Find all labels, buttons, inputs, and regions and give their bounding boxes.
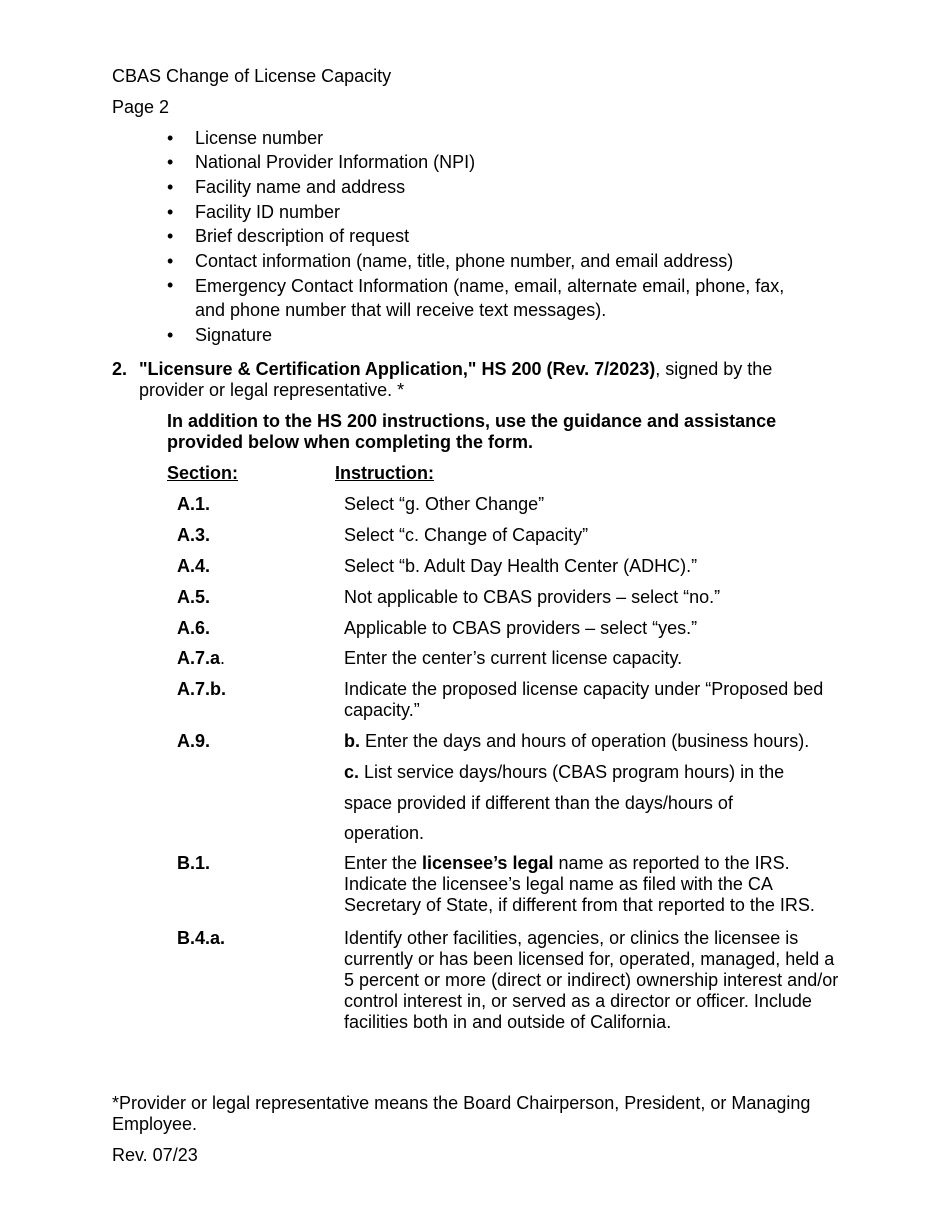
item-number: 2. [112, 359, 128, 379]
bullet-icon: • [167, 152, 174, 172]
instruction-text: space provided if different than the days/hours of [344, 793, 733, 813]
revision-label: Rev. 07/23 [112, 1145, 198, 1165]
instruction-text: Select “g. Other Change” [344, 494, 545, 514]
section-code: A.5. [177, 587, 211, 607]
form-title: "Licensure & Certification Application," HS 200 (Rev. 7/2023) [139, 359, 656, 379]
instruction-text: Applicable to CBAS providers – select “yes.” [344, 618, 698, 638]
page-number: Page 2 [112, 97, 170, 117]
bullet-icon: • [167, 128, 174, 148]
section-code: A.7.b. [177, 679, 227, 699]
instruction-column-header: Instruction: [335, 463, 434, 483]
instruction-text: Indicate the proposed license capacity under “Proposed bed capacity.” [344, 679, 824, 720]
guidance-note: In addition to the HS 200 instructions, use the guidance and assistance provided below when completing the form. [167, 411, 777, 452]
instruction-text: Enter the licensee’s legal name as reported to the IRS. Indicate the licensee’s legal name as filed with the CA Secretary of State, if different from that reported to the IRS. [344, 853, 815, 915]
section-code: A.7.a. [177, 648, 226, 668]
instruction-text: b. Enter the days and hours of operation (business hours). [344, 731, 810, 751]
instruction-text: c. List service days/hours (CBAS program hours) in the [344, 762, 785, 782]
instruction-text: Enter the center’s current license capacity. [344, 648, 683, 668]
instruction-text: Not applicable to CBAS providers – select “no.” [344, 587, 721, 607]
section-code: B.1. [177, 853, 211, 873]
bullet-icon: • [167, 251, 174, 271]
bullet-icon: • [167, 177, 174, 197]
section-code: A.1. [177, 494, 211, 514]
section-code: A.6. [177, 618, 211, 638]
bullet-icon: • [167, 275, 174, 295]
section-column-header: Section: [167, 463, 239, 483]
instruction-text: operation. [344, 823, 425, 843]
bullet-icon: • [167, 325, 174, 345]
document-title: CBAS Change of License Capacity [112, 66, 392, 86]
instruction-text: Identify other facilities, agencies, or clinics the licensee is currently or has been licensed for, operated, managed, held a 5 percent or more (direct or indirect) ownership interest and/or control interest in, or served as a director or officer. Include facilities both in and outside of California. [344, 928, 839, 1032]
bullet-icon: • [167, 202, 174, 222]
bullet-icon: • [167, 226, 174, 246]
instruction-text: Select “c. Change of Capacity” [344, 525, 589, 545]
footnote: *Provider or legal representative means the Board Chairperson, President, or Managing Employee. [112, 1093, 811, 1134]
section-code: A.4. [177, 556, 211, 576]
section-code: B.4.a. [177, 928, 226, 948]
section-code: A.9. [177, 731, 211, 751]
item-2-paragraph: "Licensure & Certification Application," HS 200 (Rev. 7/2023), signed by the provider or legal representative. * [139, 359, 773, 400]
section-code: A.3. [177, 525, 211, 545]
instruction-text: Select “b. Adult Day Health Center (ADHC).” [344, 556, 698, 576]
